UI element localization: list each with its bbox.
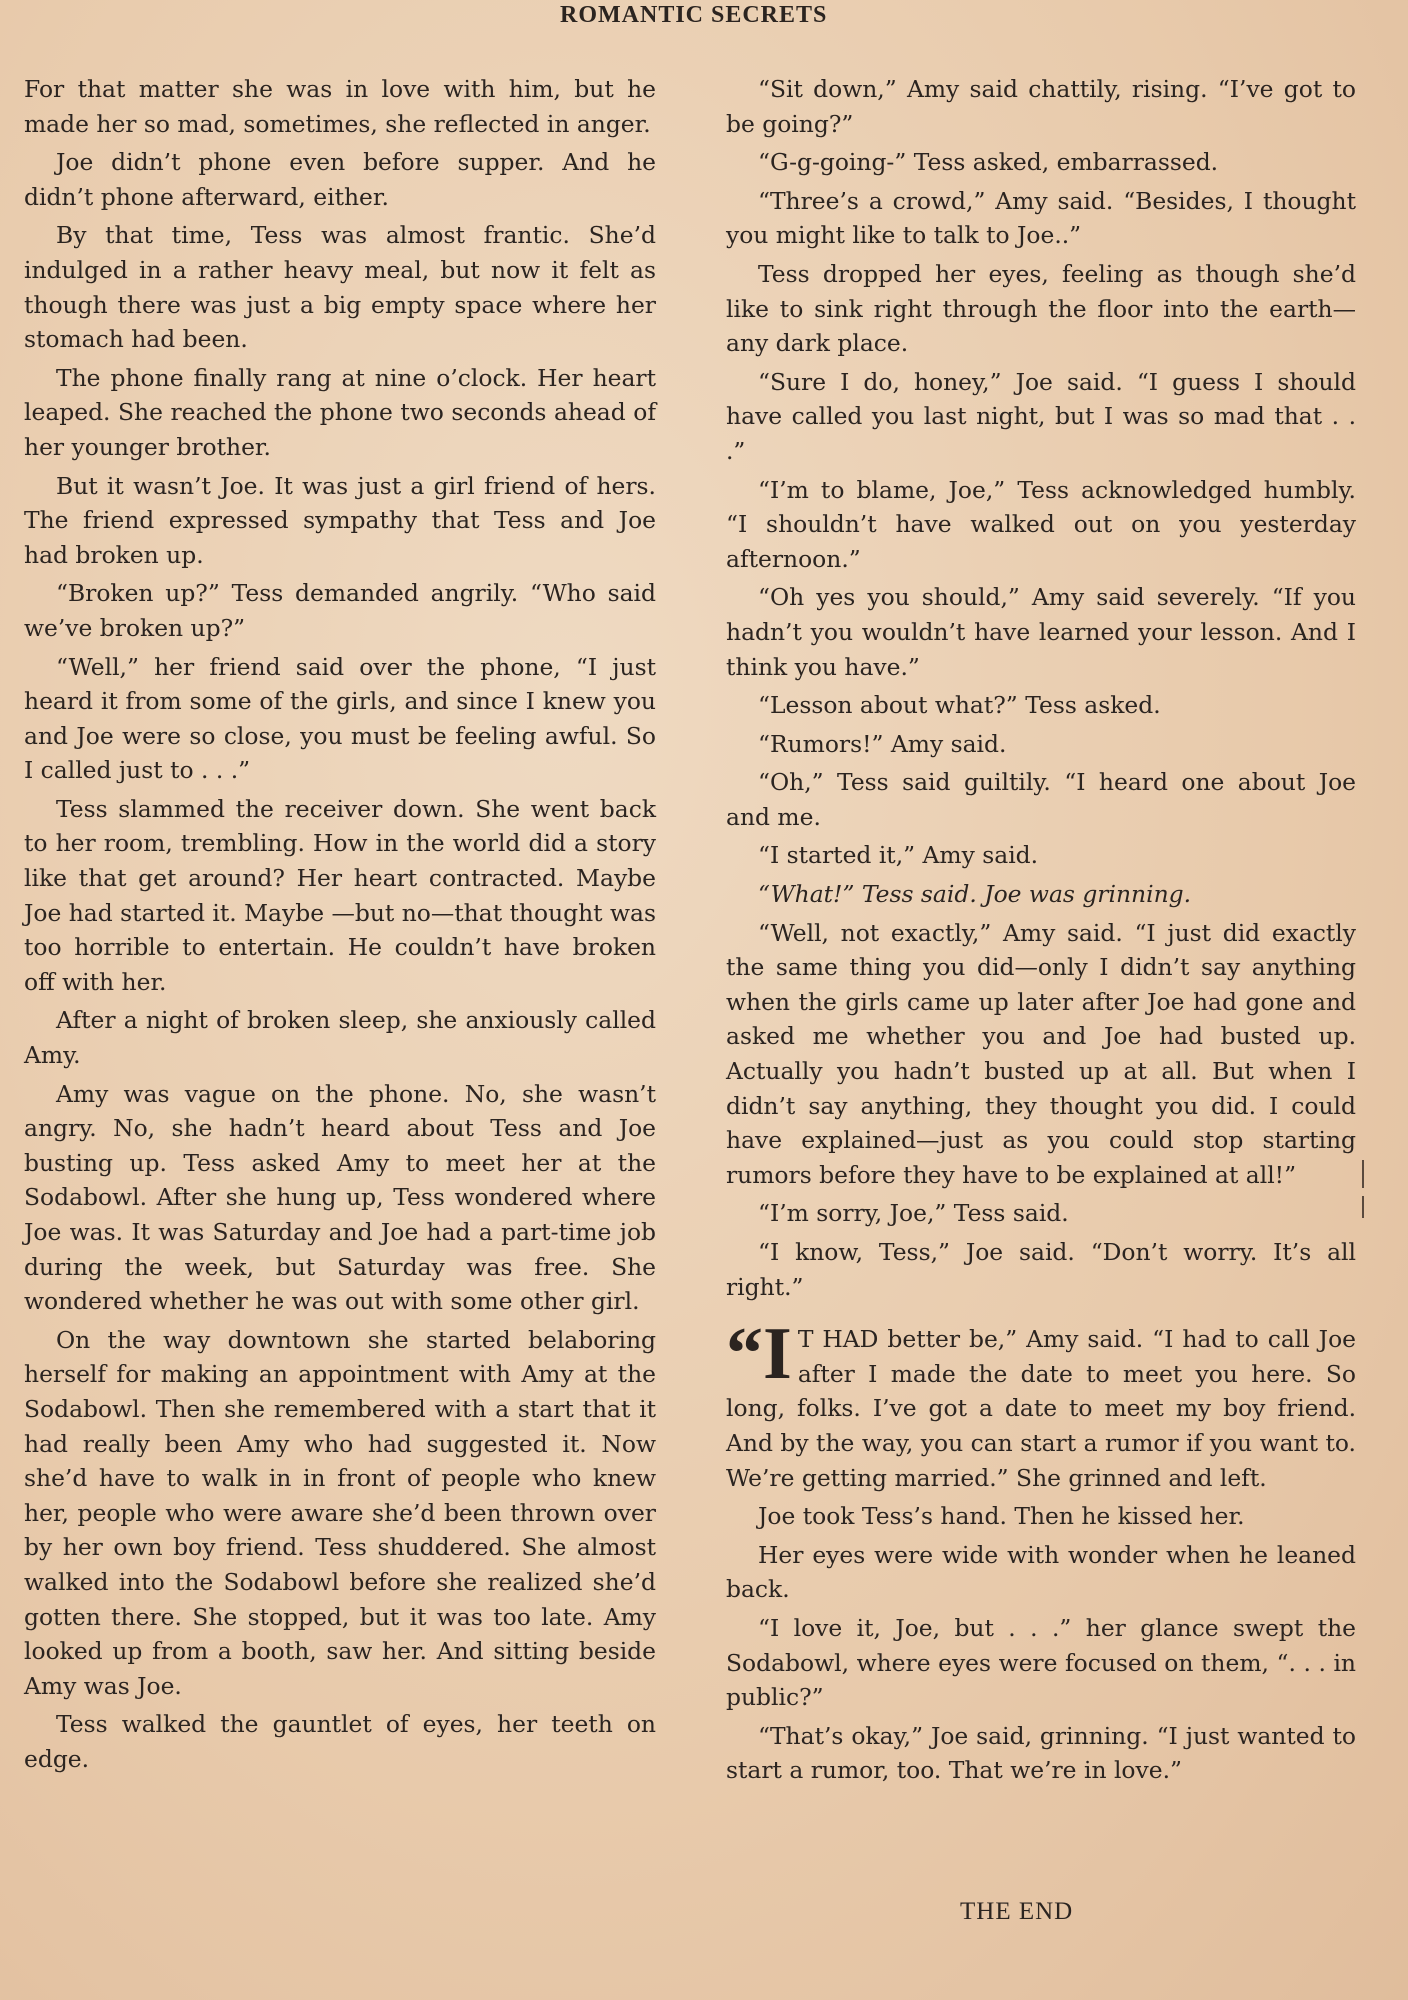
paragraph: “Three’s a crowd,” Amy said. “Besides, I thought you might like to talk to Joe..” bbox=[726, 186, 1356, 250]
paragraph: “That’s okay,” Joe said, grinning. “I just wanted to start a rumor, too. That we’re in love.” bbox=[726, 1721, 1356, 1785]
left-column bbox=[24, 72, 656, 1781]
paragraph: “I’m to blame, Joe,” Tess acknowledged humbly. “I shouldn’t have walked out on you yesterday afternoon.” bbox=[726, 475, 1356, 573]
paragraph: “Well,” her friend said over the phone, “I just heard it from some of the girls, and since I knew you and Joe were so close, you must be feeling awful. So I called just to . . .” bbox=[24, 652, 656, 785]
paragraph: On the way downtown she started belaboring herself for making an appointment with Amy at the Sodabowl. Then she remembered with a start that it had really been Amy who had suggested it. Now she’d have to walk in in front of people who knew her, people who were aware she’d been thrown over by her own boy friend. Tess shuddered. She almost walked into the Sodabowl before she realized she’d gotten there. She stopped, but it was too late. Amy looked up from a booth, saw her. And sitting beside Amy was Joe. bbox=[24, 1325, 656, 1700]
paragraph: “Rumors!” Amy said. bbox=[758, 729, 1007, 758]
paragraph: “Sit down,” Amy said chattily, rising. “I’ve got to be going?” bbox=[726, 75, 1356, 138]
page-header bbox=[0, 0, 1408, 40]
paragraph: By that time, Tess was almost frantic. She’d indulged in a rather heavy meal, but now it felt as though there was just a big empty space where her stomach had been. bbox=[24, 221, 656, 354]
paragraph: Amy was vague on the phone. No, she wasn’t angry. No, she hadn’t heard about Tess and Joe busting up. Tess asked Amy to meet her at the Sodabowl. After she hung up, Tess wondered where Joe was. It was Saturday and Joe had a part-time job during the week, but Saturday was free. She wondered whether he was out with some other girl. bbox=[24, 1079, 656, 1316]
dropcap-paragraph bbox=[726, 1313, 1356, 1495]
paragraph: Tess slammed the receiver down. She went back to her room, trembling. How in the world did a story like that get around? Her heart contracted. Maybe Joe had started it. Maybe —but no—that thought was too horrible to entertain. He couldn’t have broken off with her. bbox=[24, 794, 656, 996]
paragraph: “Lesson about what?” Tess asked. bbox=[758, 691, 1161, 720]
right-column bbox=[726, 72, 1356, 1792]
paragraph: “I’m sorry, Joe,” Tess said. bbox=[758, 1199, 1069, 1228]
paragraph: Joe took Tess’s hand. Then he kissed her. bbox=[758, 1502, 1245, 1531]
the-end-label: THE END bbox=[960, 1898, 1074, 1925]
paragraph: “Sure I do, honey,” Joe said. “I guess I should have called you last night, but I was so mad that . . .” bbox=[726, 367, 1356, 465]
paragraph: “I love it, Joe, but . . .” her glance swept the Sodabowl, where eyes were focused on them, “. . . in public?” bbox=[726, 1613, 1356, 1712]
paragraph: “Well, not exactly,” Amy said. “I just did exactly the same thing you did—only I didn’t say anything when the girls came up later after Joe had gone and asked me whether you and Joe had busted up. Actually you hadn’t busted up at all. But when I didn’t say anything, they thought you did. I could have explained—just as you could stop starting rumors before they have to be explained at all!” bbox=[726, 918, 1356, 1189]
margin-mark bbox=[1362, 1196, 1364, 1218]
paragraph: For that matter she was in love with him, but he made her so mad, sometimes, she reflected in anger. bbox=[24, 75, 656, 138]
magazine-title: ROMANTIC SECRETS bbox=[560, 2, 828, 28]
paragraph: Tess walked the gauntlet of eyes, her teeth on edge. bbox=[24, 1710, 656, 1773]
margin-mark bbox=[1362, 1160, 1364, 1188]
paragraph: But it wasn’t Joe. It was just a girl friend of hers. The friend expressed sympathy that Tess and Joe had broken up. bbox=[24, 471, 656, 569]
paragraph: “Oh,” Tess said guiltily. “I heard one about Joe and me. bbox=[726, 768, 1356, 831]
paragraph: After a night of broken sleep, she anxiously called Amy. bbox=[24, 1006, 656, 1070]
paragraph: Tess dropped her eyes, feeling as though she’d like to sink right through the floor into the earth—any dark place. bbox=[726, 259, 1356, 358]
paragraph: Joe didn’t phone even before supper. And he didn’t phone afterward, either. bbox=[24, 148, 656, 211]
paragraph: The phone finally rang at nine o’clock. Her heart leaped. She reached the phone two seconds ahead of her younger brother. bbox=[24, 363, 656, 461]
paragraph: Her eyes were wide with wonder when he leaned back. bbox=[726, 1540, 1356, 1604]
paragraph: “I started it,” Amy said. bbox=[758, 841, 1039, 870]
drop-cap: “I bbox=[726, 1313, 792, 1396]
paragraph: “Oh yes you should,” Amy said severely. “If you hadn’t you wouldn’t have learned your lesson. And I think you have.” bbox=[726, 583, 1356, 681]
dropcap-text: T HAD better be,” Amy said. “I had to call Joe after I made the date to meet you here. So long, folks. I’ve got a date to meet my boy friend. And by the way, you can start a rumor if you want to. We’re getting married.” She grinned and left. bbox=[726, 1325, 1356, 1492]
paragraph: “What!” Tess said. Joe was grinning. bbox=[758, 880, 1192, 909]
paragraph: “I know, Tess,” Joe said. “Don’t worry. It’s all right.” bbox=[726, 1238, 1356, 1301]
paragraph: “Broken up?” Tess demanded angrily. “Who said we’ve broken up?” bbox=[24, 579, 656, 642]
paragraph: “G-g-going-” Tess asked, embarrassed. bbox=[758, 148, 1219, 177]
